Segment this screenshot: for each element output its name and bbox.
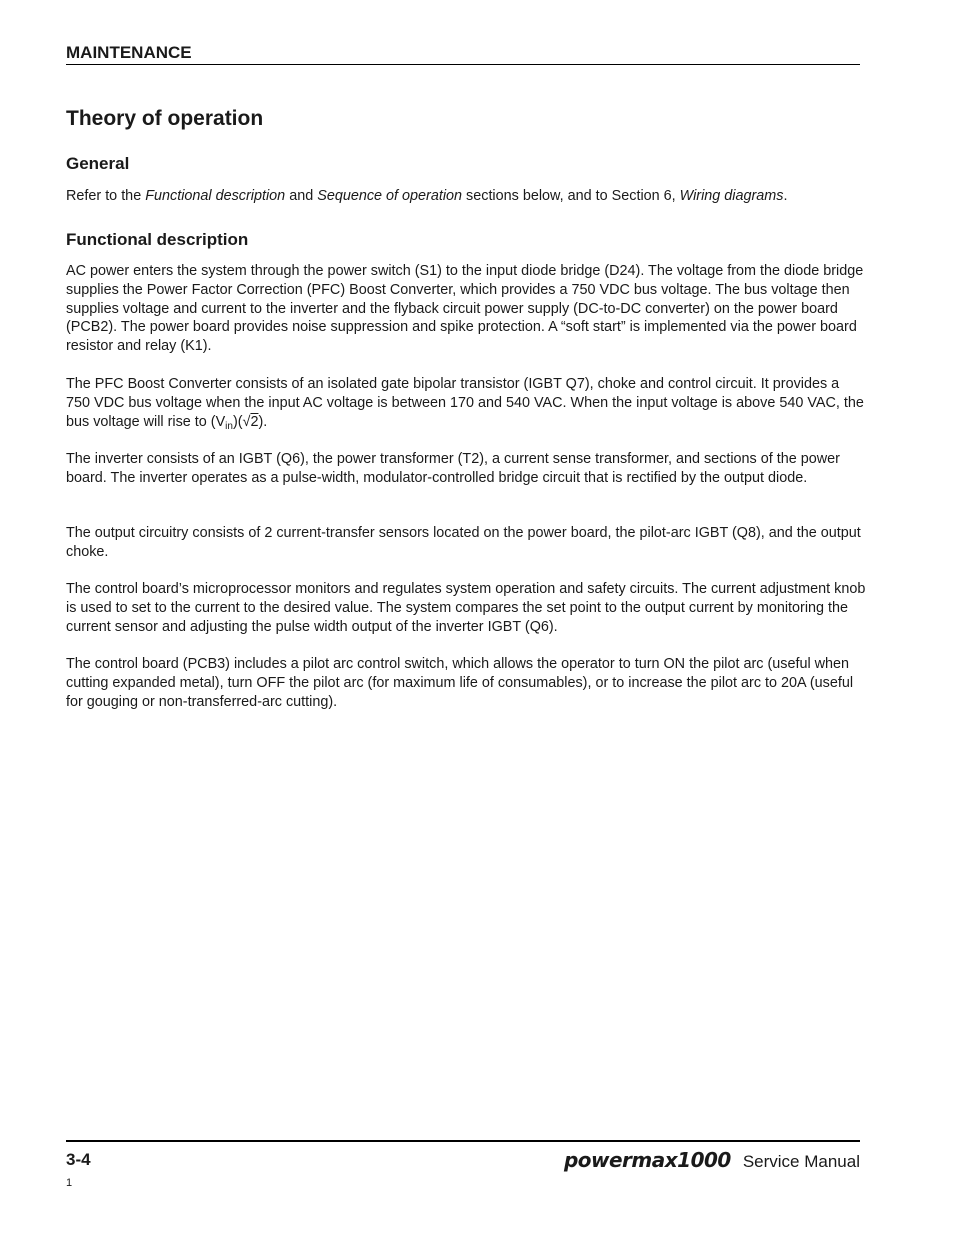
- footer-brand: [564, 1148, 860, 1172]
- general-heading: General: [66, 154, 130, 173]
- wiring-diagrams-ref: Wiring diagrams: [679, 188, 784, 204]
- general-text-3: sections below, and to Section 6,: [462, 188, 680, 204]
- footer-divider: [66, 1140, 860, 1142]
- vin-subscript: in: [225, 420, 233, 432]
- general-text-4: .: [783, 188, 788, 204]
- functional-description-ref: Functional description: [145, 188, 286, 204]
- functional-description-heading: Functional description: [66, 230, 249, 249]
- paragraph-pfc-boost: [66, 375, 866, 431]
- pfc-text: The PFC Boost Converter consists of an isolated gate bipolar transistor (IGBT Q7), choke and control circuit. It provides a 750 VDC bus voltage when the input AC voltage is between 170 and 540 VAC. When the input voltage is above 540 VAC, the bus voltage will rise to (V: [66, 376, 864, 430]
- sqrt-radicand: 2: [250, 413, 259, 430]
- sequence-of-operation-ref: Sequence of operation: [317, 188, 463, 204]
- paragraph-output-circuitry: The output circuitry consists of 2 current-transfer sensors located on the power board, the pilot-arc IGBT (Q8), and the output choke.: [66, 525, 861, 560]
- manual-title: Service Manual: [742, 1152, 860, 1171]
- general-paragraph: [66, 187, 866, 206]
- paragraph-ac-power: AC power enters the system through the power switch (S1) to the input diode bridge (D24). The voltage from the diode bridge supplies the Power Factor Correction (PFC) Boost Converter, which provides a 750 VDC bus voltage. The bus voltage then supplies voltage and current to the inverter and the flyback circuit power supply (DC-to-DC converter) on the power board (PCB2). The power board provides noise suppression and spike protection. A “soft start” is implemented via the power board resistor and relay (K1).: [66, 263, 864, 355]
- revision-number: 1: [66, 1177, 73, 1189]
- pfc-text-end: ).: [258, 413, 268, 430]
- sqrt-symbol: )(√: [232, 413, 251, 430]
- general-text-1: Refer to the: [66, 188, 146, 204]
- page-title: Theory of operation: [66, 107, 264, 130]
- paragraph-inverter: The inverter consists of an IGBT (Q6), the power transformer (T2), a current sense transformer, and sections of the power board. The inverter operates as a pulse-width, modulator-controlled bridge circuit that is rectified by the output diode.: [66, 451, 840, 486]
- powermax-logo: powermax1000: [563, 1148, 731, 1172]
- paragraph-pilot-arc: The control board (PCB3) includes a pilot arc control switch, which allows the operator to turn ON the pilot arc (useful when cutting expanded metal), turn OFF the pilot arc (for maximum life of consumables), or to increase the pilot arc to 20A (useful for gouging or non-transferred-arc cutting).: [66, 656, 854, 710]
- page-number: 3-4: [66, 1150, 91, 1169]
- general-text-2: and: [285, 188, 318, 204]
- paragraph-control-board-micro: The control board’s microprocessor monitors and regulates system operation and safety circuits. The current adjustment knob is used to set to the current to the desired value. The system compares the set point to the output current by monitoring the current sensor and adjusting the pulse width output of the inverter IGBT (Q6).: [66, 581, 866, 635]
- section-header: MAINTENANCE: [66, 43, 860, 65]
